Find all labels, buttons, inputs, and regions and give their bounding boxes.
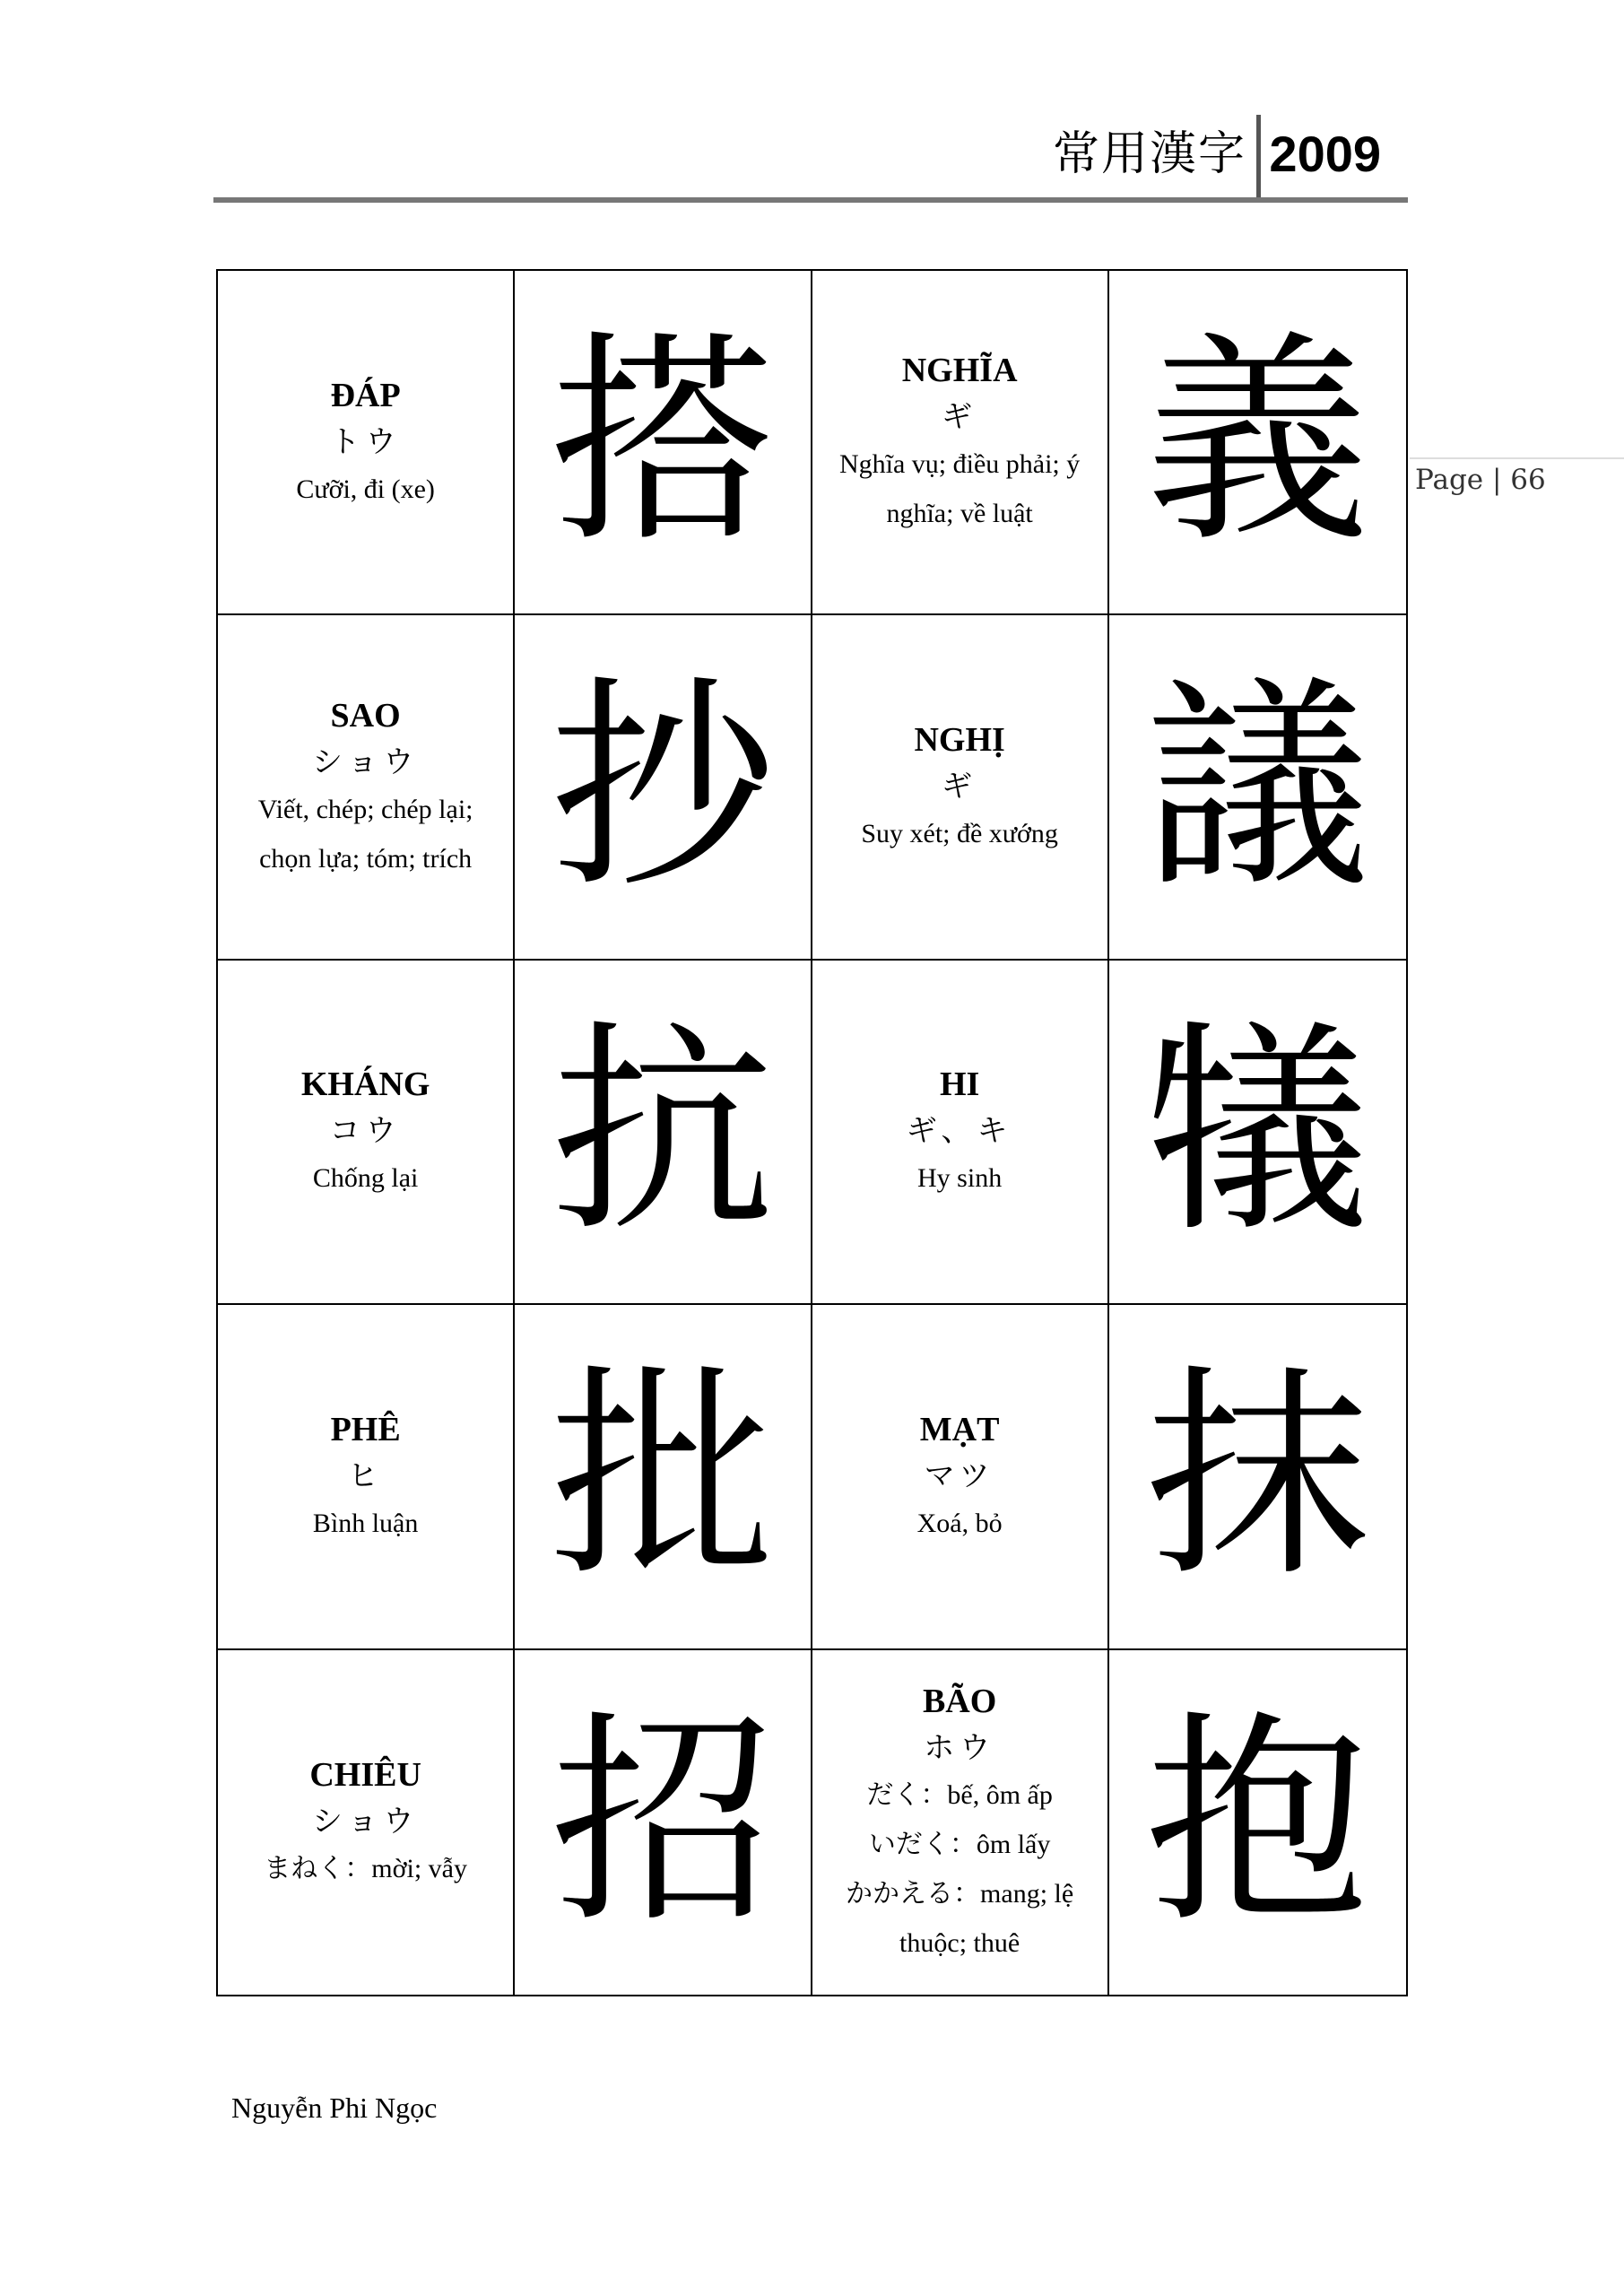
- kanji-kana: ギ: [942, 399, 978, 436]
- kanji-glyph-cell: [1109, 1650, 1406, 1995]
- kanji-info-cell: [218, 1305, 515, 1649]
- kanji-info-cell: [812, 961, 1109, 1305]
- kanji-meaning: Bình luận: [312, 1508, 419, 1538]
- kanji-info: [282, 371, 449, 514]
- kanji-kana: ギ: [942, 769, 978, 805]
- kanji-glyph: 抗: [550, 1000, 775, 1262]
- kanji-glyph: 抱: [1145, 1691, 1370, 1952]
- kanji-meaning: だく：bế, ôm ấp: [866, 1779, 1053, 1810]
- kanji-glyph: 批: [550, 1345, 775, 1607]
- kanji-meaning: thuộc; thuê: [899, 1927, 1020, 1958]
- kanji-kana: ギ、キ: [906, 1113, 1013, 1150]
- kanji-info: [892, 1060, 1028, 1203]
- kanji-reading: HI: [939, 1065, 980, 1104]
- kanji-info-cell: [812, 1650, 1109, 1995]
- kanji-info: [847, 716, 1073, 858]
- header-title: 常用漢字: [1052, 127, 1246, 181]
- kanji-kana: コウ: [329, 1113, 402, 1150]
- kanji-glyph-cell: [515, 271, 812, 615]
- kanji-info-cell: [218, 271, 515, 615]
- kanji-glyph-cell: [515, 615, 812, 960]
- kanji-kana: ショウ: [311, 744, 420, 780]
- kanji-meaning: いだく：ôm lấy: [868, 1829, 1051, 1859]
- kanji-meaning: Xoá, bỏ: [916, 1508, 1003, 1538]
- kanji-info-cell: [218, 615, 515, 960]
- kanji-meaning: nghĩa; về luật: [886, 499, 1033, 529]
- kanji-glyph-cell: [515, 961, 812, 1305]
- kanji-info: [903, 1405, 1017, 1548]
- page-number-rule: [1410, 457, 1624, 459]
- footer-author: Nguyễn Phi Ngọc: [231, 2092, 438, 2124]
- header-rule: [213, 197, 1408, 203]
- kanji-meaning: Viết, chép; chép lại;: [257, 794, 473, 824]
- kanji-glyph: 搭: [550, 311, 775, 573]
- kanji-reading: PHÊ: [330, 1410, 401, 1448]
- header-divider: [1256, 115, 1261, 201]
- kanji-table: [216, 269, 1408, 1996]
- kanji-kana: マツ: [924, 1457, 995, 1494]
- kanji-info-cell: [812, 271, 1109, 615]
- kanji-glyph-cell: [1109, 615, 1406, 960]
- kanji-reading: MẠT: [919, 1410, 1000, 1448]
- kanji-glyph-cell: [515, 1650, 812, 1995]
- kanji-glyph: 犠: [1145, 1000, 1370, 1262]
- kanji-info: [825, 346, 1094, 538]
- kanji-glyph-cell: [1109, 1305, 1406, 1649]
- kanji-info: [249, 1751, 482, 1893]
- kanji-info: [287, 1060, 445, 1203]
- kanji-kana: ヒ: [347, 1457, 384, 1494]
- kanji-info: [244, 691, 488, 883]
- kanji-meaning: chọn lựa; tóm; trích: [259, 843, 473, 874]
- kanji-meaning: Chống lại: [312, 1163, 419, 1194]
- kanji-info-cell: [812, 1305, 1109, 1649]
- kanji-glyph: 義: [1145, 311, 1370, 573]
- kanji-glyph: 招: [550, 1691, 775, 1952]
- kanji-reading: KHÁNG: [300, 1065, 430, 1104]
- kanji-reading: BÃO: [922, 1682, 997, 1720]
- kanji-reading: NGHĨA: [901, 352, 1018, 390]
- kanji-meaning: かかえる：mang; lệ: [846, 1878, 1074, 1909]
- kanji-meaning: Suy xét; đề xướng: [861, 819, 1058, 849]
- kanji-info-cell: [812, 615, 1109, 960]
- kanji-reading: SAO: [330, 696, 401, 735]
- kanji-reading: NGHỊ: [914, 721, 1005, 760]
- kanji-glyph: 議: [1145, 656, 1370, 918]
- kanji-meaning: Cưỡi, đi (xe): [296, 474, 435, 504]
- header-year: 2009: [1269, 126, 1381, 182]
- kanji-meaning: Nghĩa vụ; điều phải; ý: [838, 449, 1081, 480]
- kanji-reading: CHIÊU: [309, 1756, 421, 1795]
- page-number: Page | 66: [1415, 464, 1546, 496]
- kanji-kana: ホウ: [924, 1729, 996, 1766]
- kanji-glyph-cell: [515, 1305, 812, 1649]
- kanji-glyph: 抹: [1145, 1345, 1370, 1607]
- kanji-info-cell: [218, 961, 515, 1305]
- kanji-meaning: まねく：mời; vẫy: [264, 1854, 467, 1884]
- kanji-info: [299, 1405, 433, 1548]
- kanji-reading: ĐÁP: [330, 376, 401, 414]
- kanji-meaning: Hy sinh: [917, 1163, 1003, 1194]
- kanji-glyph-cell: [1109, 271, 1406, 615]
- kanji-info-cell: [218, 1650, 515, 1995]
- kanji-info: [831, 1677, 1088, 1968]
- kanji-kana: ショウ: [311, 1804, 420, 1840]
- page-header: [213, 115, 1408, 201]
- kanji-glyph: 抄: [550, 656, 775, 918]
- kanji-glyph-cell: [1109, 961, 1406, 1305]
- kanji-kana: トウ: [329, 423, 402, 460]
